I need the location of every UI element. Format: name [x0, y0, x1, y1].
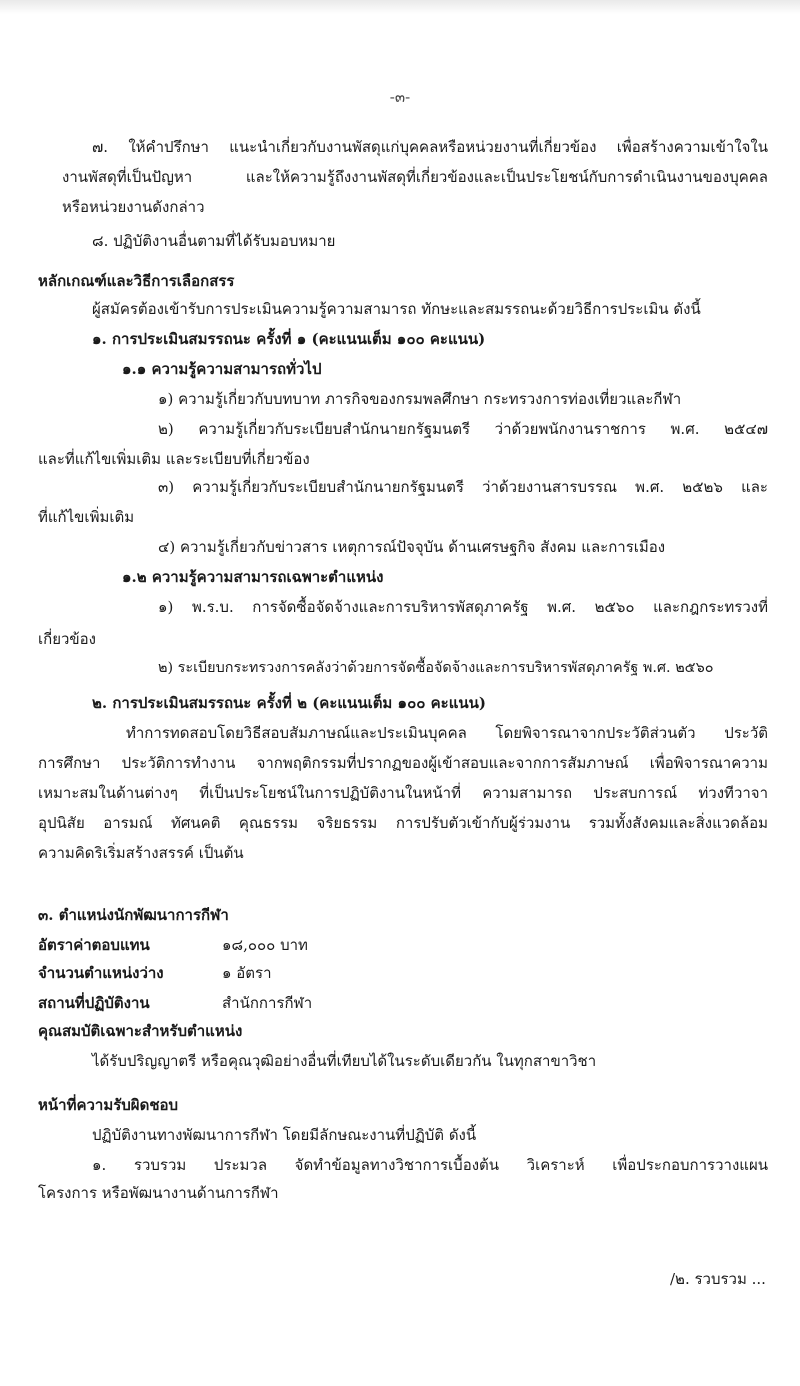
salary-value: ๑๘,๐๐๐ บาท: [222, 936, 308, 954]
vacancy-value: ๑ อัตรา: [222, 964, 272, 982]
scan-edge: [0, 0, 800, 14]
criteria-intro: ผู้สมัครต้องเข้ารับการประเมินความรู้ความสามารถ ทักษะและสมรรถนะด้วยวิธีการประเมิน ดังนี้: [92, 300, 701, 318]
sub-1-1-item-1: ๑) ความรู้เกี่ยวกับบทบาท ภารกิจของกรมพลศึกษา กระทรวงการท่องเที่ยวและกีฬา: [158, 390, 682, 408]
sub-1-1-item-2-line-2: และที่แก้ไขเพิ่มเติม และระเบียบที่เกี่ยวข้อง: [38, 450, 310, 468]
round-2-title: ๒. การประเมินสมรรถนะ ครั้งที่ ๒ (คะแนนเต็ม ๑๐๐ คะแนน): [92, 694, 486, 712]
salary-label: อัตราค่าตอบแทน: [38, 936, 150, 954]
sub-1-1-item-3-line-1: ๓) ความรู้เกี่ยวกับระเบียบสำนักนายกรัฐมนตรี ว่าด้วยงานสารบรรณ พ.ศ. ๒๕๒๖ และ: [158, 478, 768, 496]
page-number: -๓-: [389, 88, 411, 106]
duties-intro: ปฏิบัติงานทางพัฒนาการกีฬา โดยมีลักษณะงานที่ปฏิบัติ ดังนี้: [92, 1126, 477, 1144]
duty-1-line-2: โครงการ หรือพัฒนางานด้านการกีฬา: [38, 1184, 279, 1202]
duty-7-line-3: หรือหน่วยงานดังกล่าว: [62, 198, 205, 216]
sub-1-1-item-2-line-1: ๒) ความรู้เกี่ยวกับระเบียบสำนักนายกรัฐมนตรี ว่าด้วยพนักงานราชการ พ.ศ. ๒๕๔๗: [158, 420, 768, 438]
criteria-heading: หลักเกณฑ์และวิธีการเลือกสรร: [38, 272, 235, 290]
round-2-line-3: เหมาะสมในด้านต่างๆ ที่เป็นประโยชน์ในการปฏิบัติงานในหน้าที่ ความสามารถ ประสบการณ์ ท่วงทีวาจา: [38, 784, 768, 802]
qualification-text: ได้รับปริญญาตรี หรือคุณวุฒิอย่างอื่นที่เทียบได้ในระดับเดียวกัน ในทุกสาขาวิชา: [92, 1052, 597, 1070]
sub-1-2-item-2: ๒) ระเบียบกระทรวงการคลังว่าด้วยการจัดซื้อจัดจ้างและการบริหารพัสดุภาครัฐ พ.ศ. ๒๕๖๐: [158, 660, 714, 676]
round-2-line-4: อุปนิสัย อารมณ์ ทัศนคติ คุณธรรม จริยธรรม การปรับตัวเข้ากับผู้ร่วมงาน รวมทั้งสังคมและสิ่งแวดล้อม: [38, 814, 768, 832]
sub-1-1-item-4: ๔) ความรู้เกี่ยวกับข่าวสาร เหตุการณ์ปัจจุบัน ด้านเศรษฐกิจ สังคม และการเมือง: [158, 538, 666, 556]
duty-7-line-1: ๗. ให้คำปรึกษา แนะนำเกี่ยวกับงานพัสดุแก่บุคคลหรือหน่วยงานที่เกี่ยวข้อง เพื่อสร้างความเข้าใจใน: [92, 138, 768, 156]
round-2-line-1: ทำการทดสอบโดยวิธีสอบสัมภาษณ์และประเมินบุคคล โดยพิจารณาจากประวัติส่วนตัว ประวัติ: [126, 724, 768, 742]
continuation-note: /๒. รวบรวม ...: [670, 1270, 766, 1288]
duty-7-line-2: งานพัสดุที่เป็นปัญหา และให้ความรู้ถึงงานพัสดุที่เกี่ยวข้องและเป็นประโยชน์กับการดำเนินงานของบุคคล: [62, 168, 768, 186]
sub-1-2-title: ๑.๒ ความรู้ความสามารถเฉพาะตำแหน่ง: [122, 568, 384, 586]
round-1-title: ๑. การประเมินสมรรถนะ ครั้งที่ ๑ (คะแนนเต็ม ๑๐๐ คะแนน): [92, 330, 486, 348]
sub-1-1-title: ๑.๑ ความรู้ความสามารถทั่วไป: [122, 360, 322, 378]
duty-8: ๘. ปฏิบัติงานอื่นตามที่ได้รับมอบหมาย: [92, 232, 336, 250]
workplace-value: สำนักการกีฬา: [222, 994, 313, 1012]
sub-1-1-item-3-line-2: ที่แก้ไขเพิ่มเติม: [38, 508, 135, 526]
duty-1-line-1: ๑. รวบรวม ประมวล จัดทำข้อมูลทางวิชาการเบื้องต้น วิเคราะห์ เพื่อประกอบการวางแผน: [92, 1156, 768, 1174]
workplace-label: สถานที่ปฏิบัติงาน: [38, 994, 150, 1012]
qualification-heading: คุณสมบัติเฉพาะสำหรับตำแหน่ง: [38, 1022, 243, 1040]
round-2-line-5: ความคิดริเริ่มสร้างสรรค์ เป็นต้น: [38, 844, 244, 862]
vacancy-label: จำนวนตำแหน่งว่าง: [38, 964, 164, 982]
sub-1-2-item-1-line-2: เกี่ยวข้อง: [38, 630, 97, 648]
sub-1-2-item-1-line-1: ๑) พ.ร.บ. การจัดซื้อจัดจ้างและการบริหารพัสดุภาครัฐ พ.ศ. ๒๕๖๐ และกฎกระทรวงที่: [158, 598, 768, 616]
round-2-line-2: การศึกษา ประวัติการทำงาน จากพฤติกรรมที่ปรากฏของผู้เข้าสอบและจากการสัมภาษณ์ เพื่อพิจารณาความ: [38, 754, 768, 772]
duties-heading: หน้าที่ความรับผิดชอบ: [38, 1096, 179, 1114]
position-3-title: ๓. ตำแหน่งนักพัฒนาการกีฬา: [38, 906, 229, 924]
